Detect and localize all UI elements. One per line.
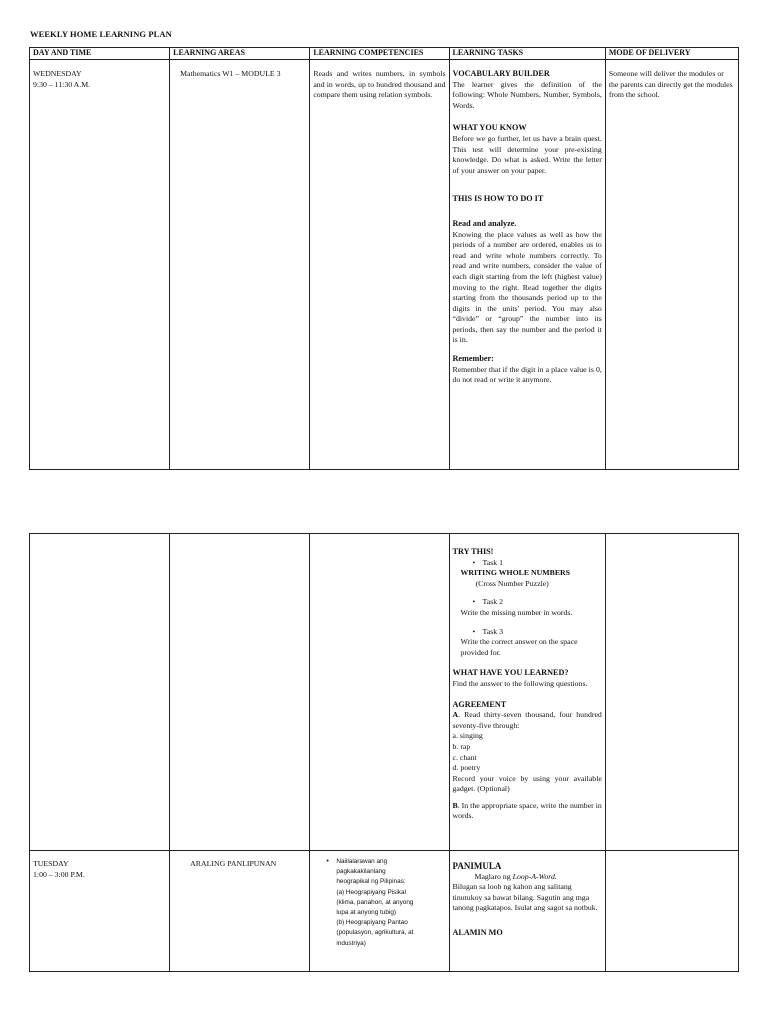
- task-1-item: • Task 1: [483, 558, 602, 569]
- learning-area-cell: [170, 60, 310, 470]
- table-header-row: [30, 48, 739, 60]
- header-day-time: DAY AND TIME: [30, 48, 170, 60]
- option-a: a. singing: [452, 731, 483, 741]
- panimula-heading: PANIMULA: [452, 861, 502, 871]
- table-row-wednesday: [30, 60, 739, 470]
- empty-cell: [605, 851, 738, 972]
- remember-text: Remember that if the digit in a place value is 0, do not read or write it anymore.: [452, 364, 602, 385]
- learning-plan-table: [29, 47, 739, 470]
- header-learning-competencies: LEARNING COMPETENCIES: [310, 48, 449, 60]
- agreement-heading: AGREEMENT: [452, 699, 507, 709]
- task-list-2: [453, 597, 602, 608]
- task-2-item: • Task 2: [483, 597, 602, 608]
- record-text: Record your voice by using your available gadget. (Optional): [452, 773, 602, 794]
- empty-cell: [605, 534, 738, 851]
- task-2-text: Write the missing number in words.: [460, 607, 573, 617]
- read-analyze-text: Knowing the place values as well as how the periods of a number are ordered, enables us to read and write whole numbers correctly. To read and write numbers, consider the value of each digit starting from the left (highest value) moving to the right. Read together the digits starting from the thousands period up to the digits in the units' period. You may also “divide” or “group” the number into its periods, then say the number and the period it is in.: [452, 229, 602, 345]
- what-have-you-learned-heading: WHAT HAVE YOU LEARNED?: [452, 668, 569, 678]
- competency-item: • Naiilalarawan ang pagkakakilanlang heograpikal ng Pilipinas: (a) Heograpiyang Pisikal (klima, panahon, at anyong lupa at anyong tubig) (b) Heograpiyang Pantao (populasyon, agrikultura, at industriya): [336, 857, 445, 949]
- alamin-mo-heading: ALAMIN MO: [452, 927, 503, 937]
- delivery-cell: [605, 60, 738, 470]
- option-d: d. poetry: [452, 763, 481, 773]
- header-mode-of-delivery: MODE OF DELIVERY: [605, 48, 738, 60]
- learning-area-label: ARALING PANLIPUNAN: [190, 859, 277, 868]
- learning-plan-table-continued: [29, 533, 739, 972]
- table-row-tuesday: [30, 851, 739, 972]
- option-b: b. rap: [452, 741, 471, 751]
- vocabulary-builder-text: The learner gives the definition of the following: Whole Numbers, Number, Symbols, Words.: [452, 79, 602, 110]
- option-c: c. chant: [452, 752, 477, 762]
- task-list-3: [453, 627, 602, 638]
- competency-cell: [310, 851, 449, 972]
- how-to-do-it-heading: THIS IS HOW TO DO IT: [452, 194, 544, 204]
- day-label: WEDNESDAY: [33, 69, 82, 78]
- agreement-a-text: A. Read thirty-seven thousand, four hundred seventy-five through:: [452, 710, 602, 730]
- what-you-know-heading: WHAT YOU KNOW: [452, 123, 527, 133]
- day-label: TUESDAY: [33, 859, 69, 868]
- tasks-cell: [449, 60, 605, 470]
- day-time-cell: [30, 851, 170, 972]
- task-3-item: • Task 3: [483, 627, 602, 638]
- task-1-title: WRITING WHOLE NUMBERS: [460, 568, 570, 578]
- table-row-continued: [30, 534, 739, 851]
- agreement-b-text: B. In the appropriate space, write the number in words.: [452, 800, 602, 821]
- tasks-cell-continued: [449, 534, 605, 851]
- task-3-text: Write the correct answer on the space provided for.: [460, 637, 578, 657]
- empty-cell: [310, 534, 449, 851]
- loop-a-word-instruction: Maglaro ng Loop-A-Word.: [474, 871, 557, 881]
- tasks-cell: [449, 851, 605, 972]
- time-label: 1:00 – 3:00 P.M.: [33, 869, 85, 879]
- empty-cell: [170, 534, 310, 851]
- try-this-heading: TRY THIS!: [452, 547, 494, 556]
- header-learning-tasks: LEARNING TASKS: [449, 48, 605, 60]
- task-1-subtitle: (Cross Number Puzzle): [475, 578, 549, 588]
- page-title: WEEKLY HOME LEARNING PLAN: [30, 29, 172, 39]
- competency-list: [320, 857, 445, 949]
- competency-text: Reads and writes numbers, in symbols and in words, up to hundred thousand and compare them using relation symbols.: [313, 69, 446, 100]
- what-you-know-text: Before we go further, let us have a brain quest. This test will determine your pre-existing knowledge. Do what is asked. Write the letter of your answer on your paper.: [452, 133, 602, 175]
- what-have-you-learned-text: Find the answer to the following questions.: [452, 678, 588, 688]
- header-learning-areas: LEARNING AREAS: [170, 48, 310, 60]
- task-list-1: [453, 558, 602, 569]
- vocabulary-builder-heading: VOCABULARY BUILDER: [452, 69, 550, 78]
- learning-area-cell: [170, 851, 310, 972]
- learning-area-label: Mathematics W1 – MODULE 3: [180, 69, 281, 78]
- time-label: 9:30 – 11:30 A.M.: [33, 79, 91, 89]
- delivery-text: Someone will deliver the modules or the parents can directly get the modules from the school.: [608, 69, 733, 100]
- competency-cell: [310, 60, 449, 470]
- empty-cell: [30, 534, 170, 851]
- panimula-text: Bilugan sa loob ng kahon ang salitang tinutukoy sa bawat bilang. Sagutin ang mga tanong pagkatapos. Isulat ang sagot sa notbuk.: [452, 882, 598, 913]
- day-time-cell: [30, 60, 170, 470]
- read-analyze-heading: Read and analyze.: [452, 218, 517, 228]
- remember-heading: Remember:: [452, 354, 494, 364]
